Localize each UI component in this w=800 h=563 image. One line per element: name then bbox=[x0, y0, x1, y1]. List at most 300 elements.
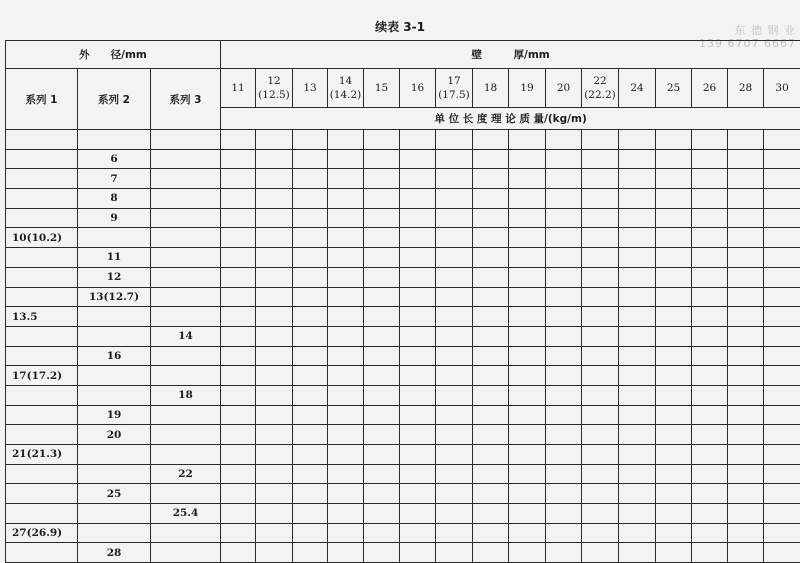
mass-cell bbox=[692, 228, 728, 248]
mass-cell bbox=[328, 425, 364, 445]
series-1-cell bbox=[6, 267, 78, 287]
mass-cell bbox=[546, 366, 582, 386]
mass-cell bbox=[328, 504, 364, 524]
mass-cell bbox=[728, 385, 764, 405]
mass-cell bbox=[619, 484, 656, 504]
mass-cell bbox=[546, 425, 582, 445]
series-3-cell bbox=[151, 228, 221, 248]
mass-cell bbox=[582, 425, 619, 445]
mass-cell bbox=[400, 385, 436, 405]
mass-cell bbox=[656, 287, 692, 307]
mass-cell bbox=[328, 130, 364, 150]
series-1-cell: 10(10.2) bbox=[6, 228, 78, 248]
thickness-alt-value: (17.5) bbox=[436, 88, 472, 102]
mass-cell bbox=[764, 326, 800, 346]
mass-cell bbox=[509, 307, 546, 327]
mass-cell bbox=[364, 523, 400, 543]
thickness-value: 30 bbox=[764, 81, 800, 95]
series-2-cell bbox=[78, 326, 151, 346]
mass-cell bbox=[692, 504, 728, 524]
table-row bbox=[6, 405, 800, 425]
series-1-cell bbox=[6, 287, 78, 307]
mass-cell bbox=[293, 248, 328, 268]
mass-cell bbox=[764, 484, 800, 504]
mass-cell bbox=[436, 523, 473, 543]
series-3-cell bbox=[151, 425, 221, 445]
series-2-cell: 7 bbox=[78, 169, 151, 189]
mass-cell bbox=[582, 366, 619, 386]
mass-cell bbox=[256, 543, 293, 563]
mass-cell bbox=[728, 267, 764, 287]
thickness-value: 11 bbox=[221, 81, 255, 95]
series-1-cell bbox=[6, 504, 78, 524]
series-3-cell bbox=[151, 149, 221, 169]
mass-cell bbox=[656, 326, 692, 346]
mass-cell bbox=[256, 149, 293, 169]
thickness-value: 20 bbox=[546, 81, 581, 95]
mass-cell bbox=[473, 248, 509, 268]
mass-cell bbox=[293, 464, 328, 484]
series-1-cell bbox=[6, 149, 78, 169]
mass-cell bbox=[400, 287, 436, 307]
series-2-cell: 6 bbox=[78, 149, 151, 169]
mass-cell bbox=[328, 149, 364, 169]
mass-cell bbox=[764, 228, 800, 248]
mass-cell bbox=[656, 208, 692, 228]
mass-cell bbox=[728, 366, 764, 386]
outer-diameter-header: 外 径/mm bbox=[6, 41, 221, 69]
series-1-cell bbox=[6, 169, 78, 189]
mass-cell bbox=[328, 385, 364, 405]
mass-cell bbox=[221, 248, 256, 268]
mass-cell bbox=[728, 484, 764, 504]
mass-cell bbox=[473, 366, 509, 386]
mass-cell bbox=[619, 346, 656, 366]
series-2-cell bbox=[78, 228, 151, 248]
thickness-alt-value: (22.2) bbox=[582, 88, 618, 102]
series-3-cell bbox=[151, 248, 221, 268]
series-3-cell bbox=[151, 445, 221, 465]
mass-cell bbox=[582, 326, 619, 346]
mass-cell bbox=[293, 326, 328, 346]
mass-cell bbox=[364, 543, 400, 563]
mass-cell bbox=[656, 248, 692, 268]
thickness-value: 13 bbox=[293, 81, 327, 95]
mass-cell bbox=[293, 484, 328, 504]
thickness-header bbox=[256, 69, 293, 108]
mass-cell bbox=[619, 385, 656, 405]
mass-cell bbox=[582, 130, 619, 150]
mass-cell bbox=[221, 523, 256, 543]
series-1-cell bbox=[6, 385, 78, 405]
mass-cell bbox=[436, 287, 473, 307]
mass-cell bbox=[546, 543, 582, 563]
mass-cell bbox=[328, 326, 364, 346]
mass-cell bbox=[256, 385, 293, 405]
mass-cell bbox=[692, 248, 728, 268]
series-2-cell: 11 bbox=[78, 248, 151, 268]
mass-cell bbox=[364, 484, 400, 504]
mass-cell bbox=[400, 523, 436, 543]
series-3-cell bbox=[151, 287, 221, 307]
series-3-cell bbox=[151, 484, 221, 504]
mass-cell bbox=[364, 346, 400, 366]
mass-cell bbox=[256, 208, 293, 228]
mass-cell bbox=[436, 326, 473, 346]
mass-cell bbox=[256, 307, 293, 327]
mass-cell bbox=[509, 189, 546, 209]
series-1-cell: 13.5 bbox=[6, 307, 78, 327]
thickness-value: 24 bbox=[619, 81, 655, 95]
mass-cell bbox=[473, 543, 509, 563]
mass-cell bbox=[509, 228, 546, 248]
mass-cell bbox=[221, 307, 256, 327]
series-3-cell bbox=[151, 169, 221, 189]
mass-cell bbox=[764, 445, 800, 465]
mass-cell bbox=[256, 326, 293, 346]
thickness-value: 12 bbox=[256, 74, 292, 88]
mass-cell bbox=[473, 326, 509, 346]
mass-cell bbox=[546, 385, 582, 405]
series-2-header: 系列 2 bbox=[78, 69, 151, 130]
watermark-phone: 139 6707 6667 bbox=[646, 37, 796, 50]
mass-cell bbox=[509, 425, 546, 445]
mass-cell bbox=[256, 267, 293, 287]
mass-cell bbox=[364, 307, 400, 327]
mass-cell bbox=[509, 130, 546, 150]
mass-cell bbox=[692, 464, 728, 484]
series-1-cell bbox=[6, 248, 78, 268]
thickness-header bbox=[400, 69, 436, 108]
mass-cell bbox=[400, 149, 436, 169]
mass-cell bbox=[473, 445, 509, 465]
mass-cell bbox=[293, 504, 328, 524]
mass-cell bbox=[656, 405, 692, 425]
mass-cell bbox=[293, 445, 328, 465]
mass-cell bbox=[221, 346, 256, 366]
mass-cell bbox=[293, 425, 328, 445]
mass-cell bbox=[473, 228, 509, 248]
series-3-cell bbox=[151, 523, 221, 543]
mass-cell bbox=[436, 484, 473, 504]
mass-cell bbox=[546, 228, 582, 248]
mass-cell bbox=[328, 169, 364, 189]
mass-cell bbox=[692, 543, 728, 563]
table-row bbox=[6, 543, 800, 563]
series-1-cell bbox=[6, 130, 78, 150]
mass-cell bbox=[436, 149, 473, 169]
mass-cell bbox=[221, 267, 256, 287]
mass-cell bbox=[400, 130, 436, 150]
mass-cell bbox=[509, 326, 546, 346]
mass-cell bbox=[764, 385, 800, 405]
mass-cell bbox=[619, 287, 656, 307]
mass-cell bbox=[692, 405, 728, 425]
mass-cell bbox=[400, 326, 436, 346]
mass-cell bbox=[473, 385, 509, 405]
thickness-header bbox=[364, 69, 400, 108]
mass-cell bbox=[582, 248, 619, 268]
mass-cell bbox=[364, 445, 400, 465]
mass-cell bbox=[256, 130, 293, 150]
mass-cell bbox=[293, 287, 328, 307]
mass-cell bbox=[764, 169, 800, 189]
mass-cell bbox=[221, 504, 256, 524]
mass-cell bbox=[546, 464, 582, 484]
mass-cell bbox=[582, 189, 619, 209]
mass-cell bbox=[400, 346, 436, 366]
mass-cell bbox=[473, 484, 509, 504]
table-row bbox=[6, 464, 800, 484]
mass-cell bbox=[400, 366, 436, 386]
mass-cell bbox=[293, 523, 328, 543]
unit-mass-header: 单 位 长 度 理 论 质 量/(kg/m) bbox=[221, 108, 800, 130]
table-row bbox=[6, 385, 800, 405]
table-caption: 续表 3-1 bbox=[0, 18, 800, 35]
mass-cell bbox=[582, 543, 619, 563]
mass-cell bbox=[293, 405, 328, 425]
mass-cell bbox=[619, 445, 656, 465]
mass-cell bbox=[546, 484, 582, 504]
series-1-cell bbox=[6, 464, 78, 484]
mass-cell bbox=[436, 405, 473, 425]
mass-cell bbox=[328, 208, 364, 228]
mass-cell bbox=[764, 366, 800, 386]
mass-cell bbox=[328, 267, 364, 287]
mass-cell bbox=[692, 149, 728, 169]
mass-cell bbox=[692, 445, 728, 465]
mass-cell bbox=[473, 267, 509, 287]
mass-cell bbox=[293, 346, 328, 366]
mass-cell bbox=[509, 445, 546, 465]
mass-cell bbox=[436, 267, 473, 287]
table-row bbox=[6, 484, 800, 504]
mass-cell bbox=[328, 484, 364, 504]
mass-cell bbox=[364, 287, 400, 307]
mass-cell bbox=[221, 543, 256, 563]
mass-cell bbox=[764, 504, 800, 524]
mass-cell bbox=[692, 346, 728, 366]
mass-cell bbox=[436, 307, 473, 327]
thickness-header bbox=[509, 69, 546, 108]
mass-cell bbox=[656, 366, 692, 386]
thickness-header bbox=[692, 69, 728, 108]
series-2-cell: 20 bbox=[78, 425, 151, 445]
table-row bbox=[6, 189, 800, 209]
mass-cell bbox=[546, 267, 582, 287]
table-row bbox=[6, 149, 800, 169]
mass-cell bbox=[473, 307, 509, 327]
mass-cell bbox=[656, 425, 692, 445]
mass-cell bbox=[400, 307, 436, 327]
mass-cell bbox=[692, 484, 728, 504]
mass-cell bbox=[728, 130, 764, 150]
series-1-cell bbox=[6, 484, 78, 504]
series-3-cell: 25.4 bbox=[151, 504, 221, 524]
series-3-cell bbox=[151, 346, 221, 366]
mass-cell bbox=[221, 366, 256, 386]
mass-cell bbox=[293, 228, 328, 248]
mass-cell bbox=[256, 346, 293, 366]
table-row bbox=[6, 228, 800, 248]
mass-cell bbox=[582, 169, 619, 189]
mass-cell bbox=[509, 346, 546, 366]
mass-cell bbox=[328, 543, 364, 563]
series-3-cell bbox=[151, 189, 221, 209]
thickness-header bbox=[546, 69, 582, 108]
series-1-cell bbox=[6, 543, 78, 563]
thickness-value: 17 bbox=[436, 74, 472, 88]
thickness-header bbox=[473, 69, 509, 108]
mass-cell bbox=[546, 149, 582, 169]
mass-cell bbox=[293, 366, 328, 386]
mass-cell bbox=[546, 405, 582, 425]
table-row bbox=[6, 504, 800, 524]
thickness-value: 16 bbox=[400, 81, 435, 95]
mass-cell bbox=[509, 169, 546, 189]
mass-cell bbox=[546, 189, 582, 209]
mass-cell bbox=[400, 484, 436, 504]
mass-cell bbox=[364, 504, 400, 524]
mass-cell bbox=[293, 169, 328, 189]
mass-cell bbox=[764, 425, 800, 445]
mass-cell bbox=[400, 543, 436, 563]
mass-cell bbox=[221, 208, 256, 228]
mass-cell bbox=[328, 464, 364, 484]
series-2-cell: 16 bbox=[78, 346, 151, 366]
series-1-cell bbox=[6, 326, 78, 346]
mass-cell bbox=[656, 189, 692, 209]
mass-cell bbox=[436, 445, 473, 465]
mass-cell bbox=[619, 189, 656, 209]
mass-cell bbox=[764, 346, 800, 366]
mass-cell bbox=[728, 287, 764, 307]
mass-cell bbox=[473, 523, 509, 543]
mass-cell bbox=[546, 307, 582, 327]
mass-cell bbox=[509, 543, 546, 563]
thickness-header bbox=[764, 69, 800, 108]
mass-cell bbox=[728, 307, 764, 327]
mass-cell bbox=[619, 130, 656, 150]
mass-cell bbox=[328, 366, 364, 386]
mass-cell bbox=[764, 130, 800, 150]
mass-cell bbox=[473, 425, 509, 445]
mass-cell bbox=[221, 464, 256, 484]
mass-cell bbox=[656, 484, 692, 504]
table-row bbox=[6, 130, 800, 150]
mass-cell bbox=[692, 189, 728, 209]
mass-cell bbox=[656, 228, 692, 248]
mass-cell bbox=[328, 346, 364, 366]
mass-cell bbox=[764, 307, 800, 327]
mass-cell bbox=[436, 346, 473, 366]
mass-cell bbox=[582, 287, 619, 307]
mass-cell bbox=[221, 130, 256, 150]
mass-cell bbox=[509, 267, 546, 287]
mass-cell bbox=[582, 267, 619, 287]
mass-cell bbox=[728, 425, 764, 445]
mass-cell bbox=[473, 189, 509, 209]
mass-cell bbox=[728, 169, 764, 189]
thickness-value: 18 bbox=[473, 81, 508, 95]
mass-cell bbox=[728, 189, 764, 209]
thickness-header bbox=[656, 69, 692, 108]
mass-cell bbox=[473, 346, 509, 366]
mass-cell bbox=[256, 445, 293, 465]
mass-cell bbox=[656, 523, 692, 543]
mass-cell bbox=[546, 130, 582, 150]
mass-cell bbox=[509, 287, 546, 307]
series-2-cell bbox=[78, 504, 151, 524]
mass-cell bbox=[546, 445, 582, 465]
mass-cell bbox=[764, 523, 800, 543]
series-1-cell bbox=[6, 425, 78, 445]
mass-cell bbox=[728, 543, 764, 563]
mass-cell bbox=[256, 169, 293, 189]
mass-cell bbox=[692, 425, 728, 445]
mass-cell bbox=[582, 523, 619, 543]
thickness-alt-value: (12.5) bbox=[256, 88, 292, 102]
mass-cell bbox=[582, 385, 619, 405]
mass-cell bbox=[546, 169, 582, 189]
mass-cell bbox=[436, 248, 473, 268]
mass-cell bbox=[692, 169, 728, 189]
mass-cell bbox=[473, 287, 509, 307]
mass-cell bbox=[582, 445, 619, 465]
mass-cell bbox=[509, 366, 546, 386]
mass-cell bbox=[764, 267, 800, 287]
thickness-value: 26 bbox=[692, 81, 727, 95]
mass-cell bbox=[619, 326, 656, 346]
mass-cell bbox=[328, 405, 364, 425]
mass-cell bbox=[692, 385, 728, 405]
mass-cell bbox=[221, 445, 256, 465]
mass-cell bbox=[221, 228, 256, 248]
mass-cell bbox=[400, 425, 436, 445]
table-row bbox=[6, 326, 800, 346]
series-2-cell: 25 bbox=[78, 484, 151, 504]
mass-cell bbox=[364, 130, 400, 150]
mass-cell bbox=[619, 464, 656, 484]
mass-cell bbox=[728, 326, 764, 346]
mass-cell bbox=[400, 228, 436, 248]
thickness-header bbox=[436, 69, 473, 108]
mass-cell bbox=[509, 149, 546, 169]
mass-cell bbox=[256, 464, 293, 484]
mass-cell bbox=[328, 523, 364, 543]
mass-cell bbox=[692, 287, 728, 307]
series-2-cell: 8 bbox=[78, 189, 151, 209]
mass-cell bbox=[256, 248, 293, 268]
mass-cell bbox=[728, 346, 764, 366]
table-row bbox=[6, 346, 800, 366]
series-2-cell bbox=[78, 445, 151, 465]
table-row bbox=[6, 307, 800, 327]
table-row bbox=[6, 208, 800, 228]
mass-cell bbox=[328, 307, 364, 327]
mass-cell bbox=[728, 464, 764, 484]
mass-cell bbox=[473, 149, 509, 169]
mass-cell bbox=[364, 366, 400, 386]
mass-cell bbox=[473, 405, 509, 425]
series-2-cell bbox=[78, 523, 151, 543]
mass-cell bbox=[619, 267, 656, 287]
mass-cell bbox=[328, 228, 364, 248]
mass-cell bbox=[619, 149, 656, 169]
mass-cell bbox=[436, 208, 473, 228]
series-3-cell: 22 bbox=[151, 464, 221, 484]
mass-cell bbox=[692, 366, 728, 386]
